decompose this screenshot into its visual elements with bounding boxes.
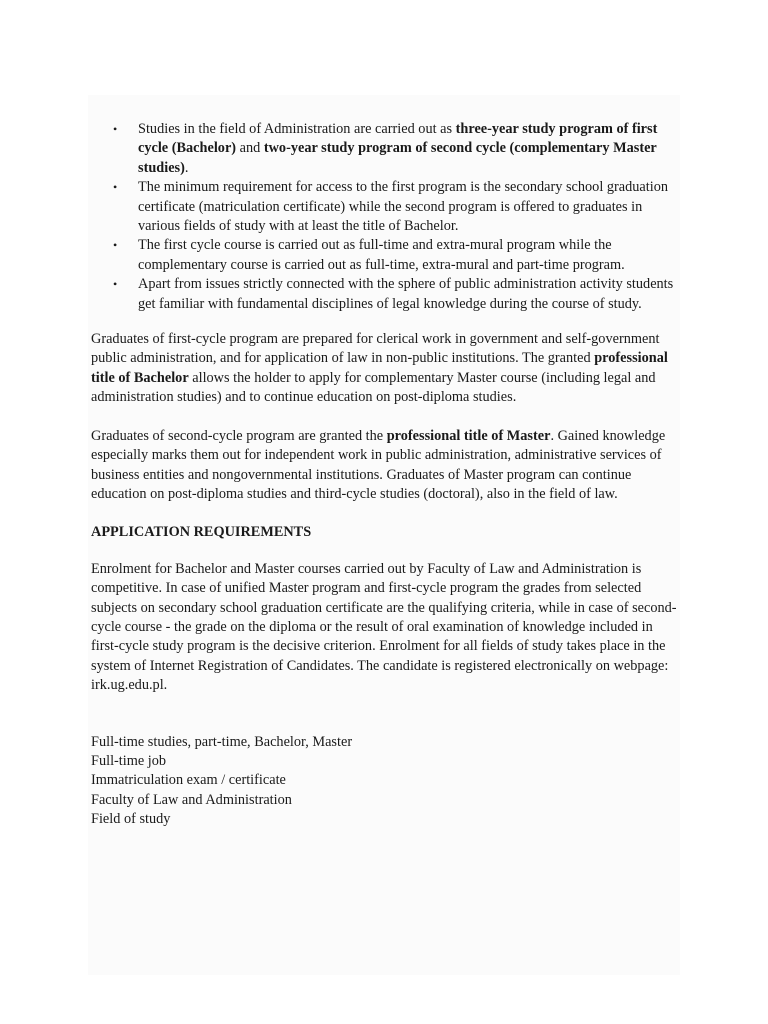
bullet-1-text-2: and <box>236 140 264 157</box>
paragraph1-before: Graduates of first-cycle program are prepared for clerical work in government and self-government public administration, and for application of law in non-public institutions. The granted <box>91 331 660 367</box>
bullet-item-2 <box>91 178 681 236</box>
enrolment-paragraph: Enrolment for Bachelor and Master courses carried out by Faculty of Law and Administration is competitive. In case of unified Master program and first-cycle program the grades from selected subjects on secondary school graduation certificate are the qualifying criteria, while in case of second-cycle course - the grade on the diploma or the result of oral examination of knowledge included in first-cycle study program is the decisive criterion. Enrolment for all fields of study takes place in the system of Internet Registration of Candidates. The candidate is registered electronically on webpage: irk.ug.edu.pl. <box>91 560 677 694</box>
keyword-line-4: Faculty of Law and Administration <box>91 791 292 808</box>
master-graduates-paragraph <box>91 427 681 505</box>
keyword-line-1: Full-time studies, part-time, Bachelor, Master <box>91 733 353 750</box>
bullet-icon: • <box>113 180 118 195</box>
bullet-4-text: Apart from issues strictly connected with the sphere of public administration activity students get familiar with fundamental disciplines of legal knowledge during the course of study. <box>138 276 674 312</box>
bullet-1-bold-2: two-year study program of second cycle (complementary Master studies) <box>138 140 657 176</box>
paragraph1-bold: professional title of Bachelor <box>91 350 668 386</box>
paragraph1-after: allows the holder to apply for complementary Master course (including legal and administration studies) and to continue education on post-diploma studies. <box>91 369 656 406</box>
program-bullet-list <box>91 120 681 314</box>
bullet-item-4 <box>91 275 681 314</box>
bullet-item-3 <box>91 236 681 275</box>
bullet-icon: • <box>113 122 118 136</box>
keyword-line-3: Immatriculation exam / certificate <box>91 772 286 789</box>
bachelor-graduates-paragraph <box>91 330 681 408</box>
bullet-1-bold-1: three-year study program of first cycle (Bachelor) <box>138 121 658 157</box>
bullet-3-text: The first cycle course is carried out as full-time and extra-mural program while the complementary course is carried out as full-time, extra-mural and part-time program. <box>138 237 625 273</box>
bullet-icon: • <box>113 277 118 292</box>
keyword-line-2: Full-time job <box>91 752 167 769</box>
bullet-item-1 <box>91 120 681 178</box>
paragraph2-bold: professional title of Master <box>386 427 551 444</box>
document-content <box>91 120 681 830</box>
keyword-line-5: Field of study <box>91 811 171 828</box>
bullet-icon: • <box>113 238 118 253</box>
paragraph2-before: Graduates of second-cycle program are granted the <box>91 427 387 444</box>
bullet-1-text-1: Studies in the field of Administration are carried out as <box>138 121 456 137</box>
bullet-2-text: The minimum requirement for access to the first program is the secondary school graduation certificate (matriculation certificate) while the second program is offered to graduates in various fields of study with at least the title of Bachelor. <box>138 179 669 235</box>
paragraph2-after: . Gained knowledge especially marks them out for independent work in public administration, administrative services of business entities and nongovernmental institutions. Graduates of Master program can continue education on post-diploma studies and third-cycle studies (doctoral), also in the field of law. <box>91 427 666 502</box>
bullet-1-text-3: . <box>184 159 189 176</box>
application-requirements-heading: APPLICATION REQUIREMENTS <box>91 524 312 541</box>
keywords-list <box>91 733 681 830</box>
